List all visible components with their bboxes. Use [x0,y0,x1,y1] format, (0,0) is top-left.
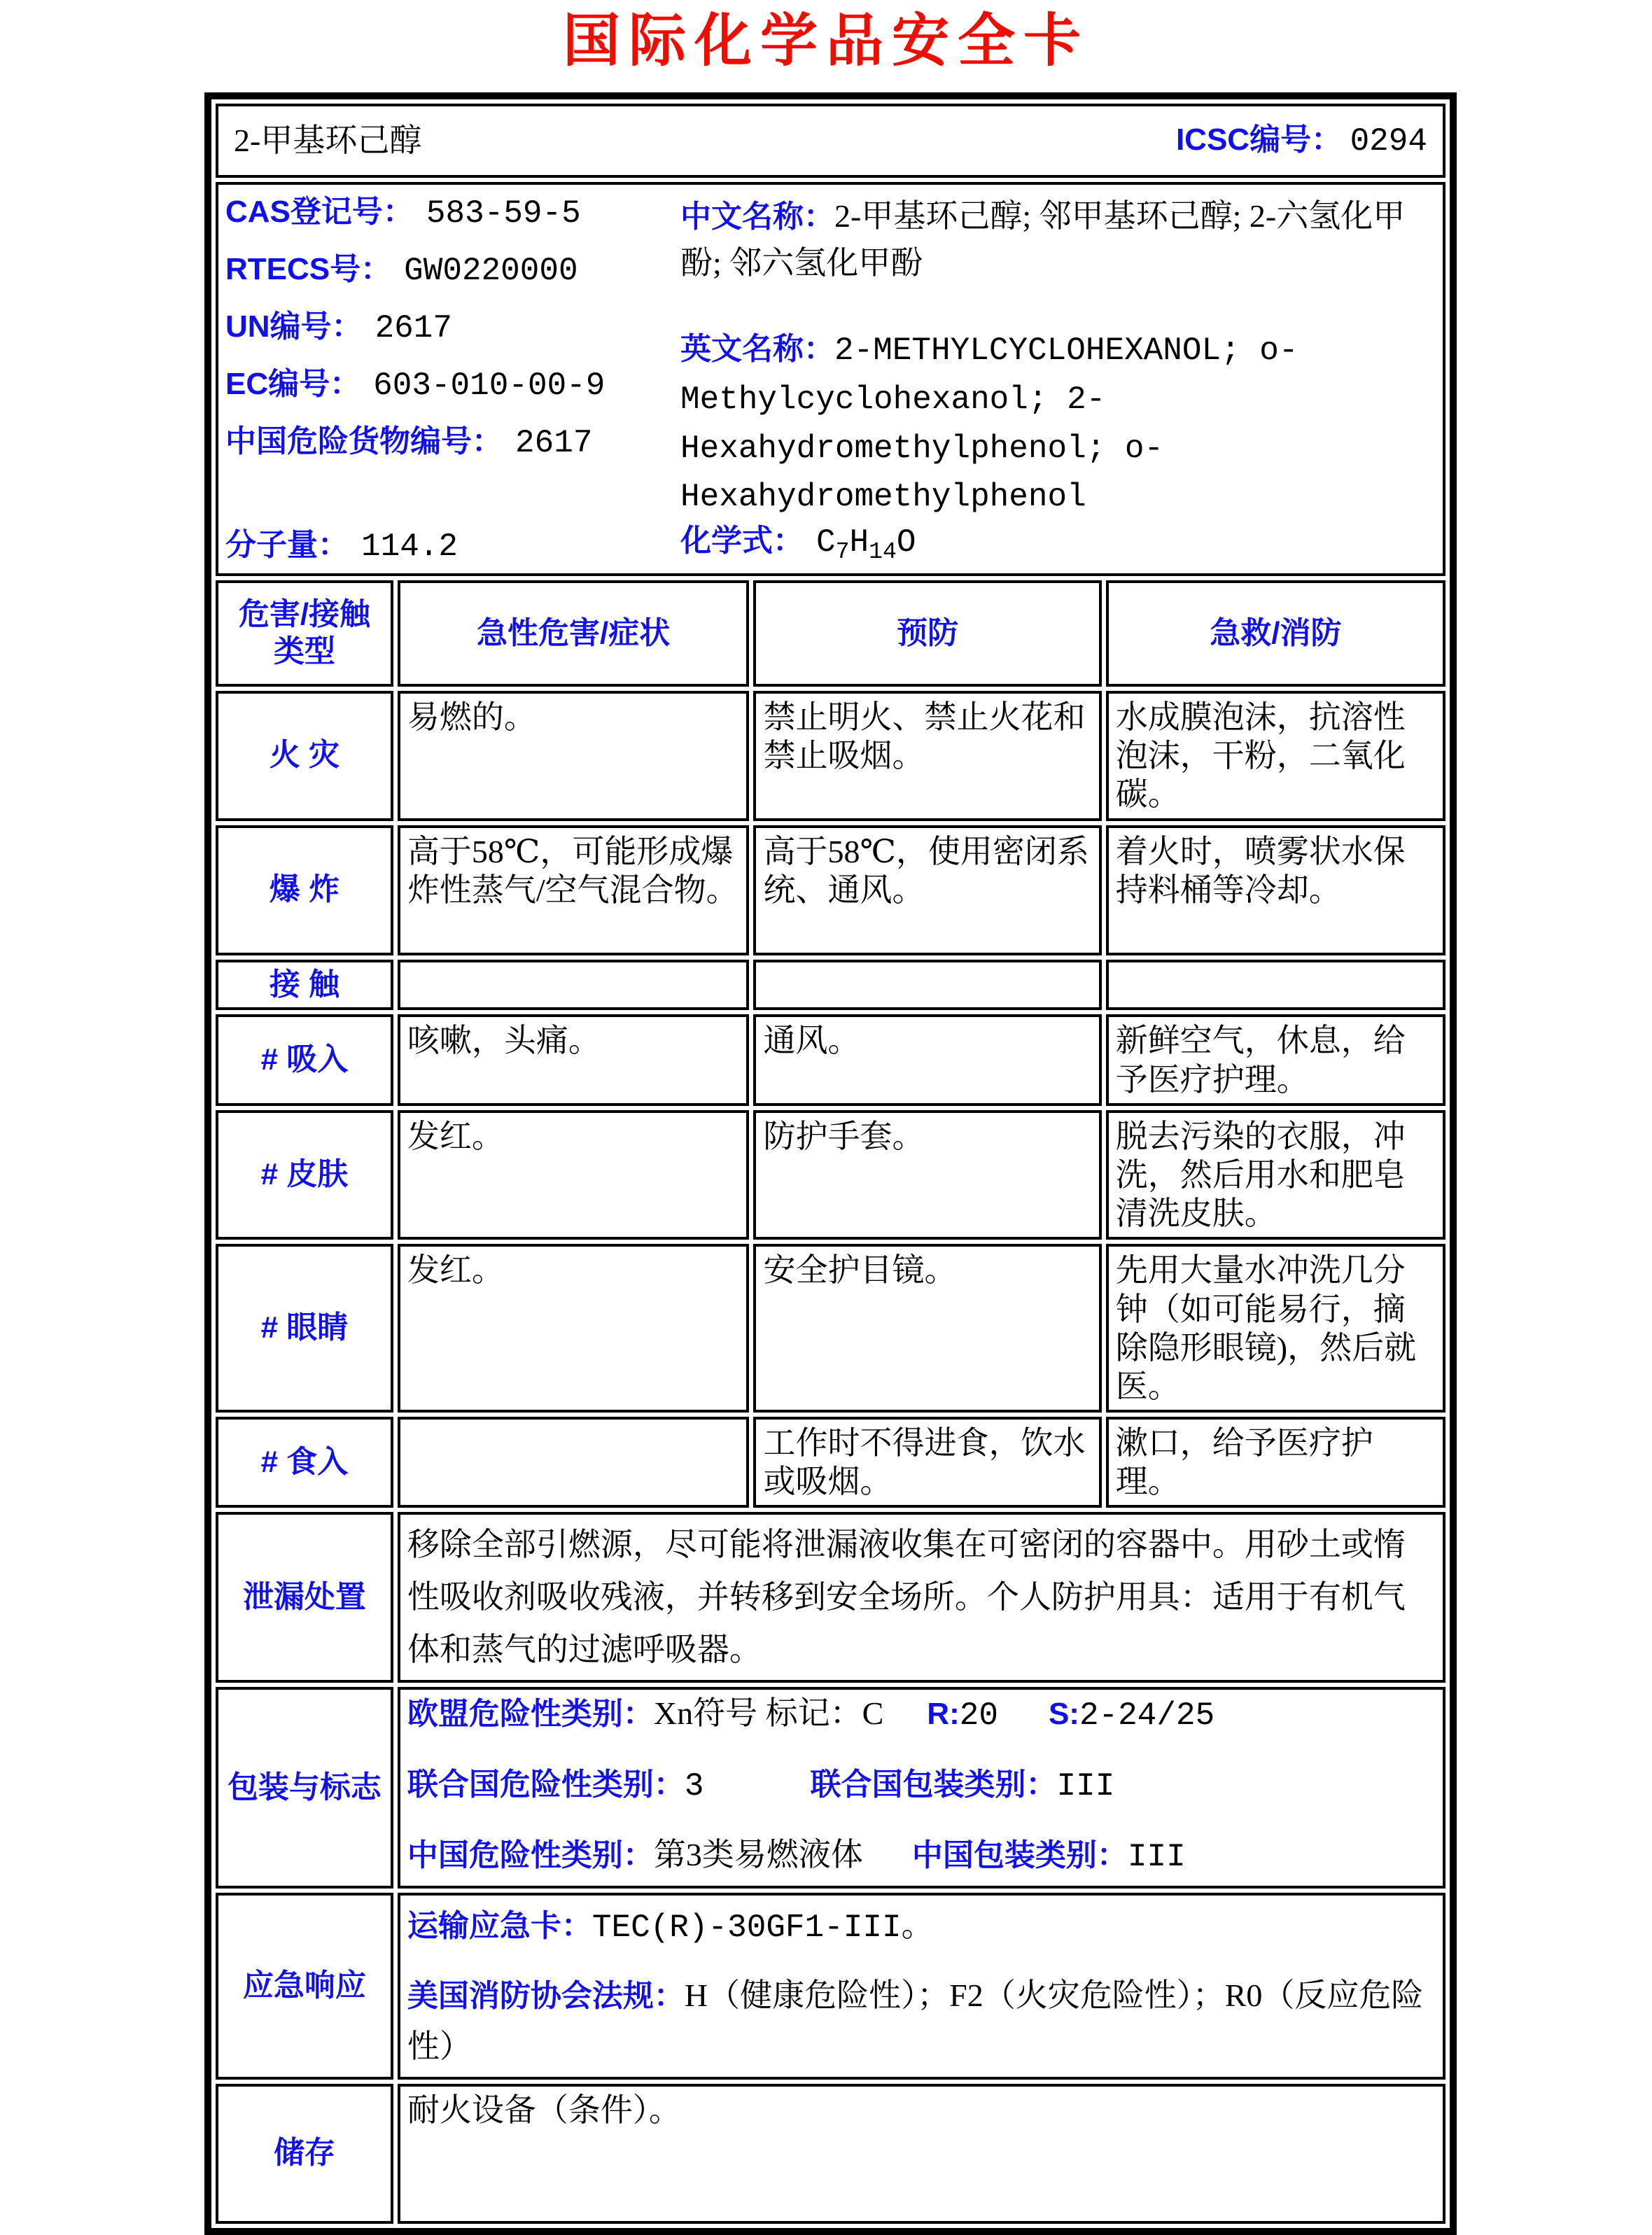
contact-firstaid [1106,960,1446,1011]
s-phrase-value: 2-24/25 [1079,1697,1215,1735]
eu-hazard-class-value: Xn符号 标记：C [653,1695,884,1732]
cn-class-line [407,1835,1436,1877]
row-eyes [216,1244,1446,1413]
emergency-response-label: 应急响应 [216,1893,393,2080]
row-skin [216,1110,1446,1240]
china-dg-label: 中国危险货物编号： [225,423,503,458]
explosion-prevention: 高于58℃，使用密闭系统、通风。 [753,825,1101,955]
header-firstaid-firefighting: 急救/消防 [1106,580,1446,687]
molecular-weight-label: 分子量： [225,527,349,562]
storage-label: 储存 [216,2084,393,2224]
ingestion-firstaid: 漱口，给予医疗护理。 [1106,1417,1446,1508]
storage-text-cell [398,2084,1446,2224]
fire-prevention: 禁止明火、禁止火花和禁止吸烟。 [753,691,1101,821]
transport-emergency-card-value: TEC(R)-30GF1-III。 [592,1910,934,1947]
ingestion-symptom [398,1417,750,1508]
rtecs-label: RTECS号： [225,251,392,286]
formula-h: H [849,524,869,561]
formula-c-sub: 7 [835,538,850,566]
molecular-weight-value: 114.2 [361,528,458,565]
china-dg-value: 2617 [515,424,593,461]
spill-disposal-text: 移除全部引燃源，尽可能将泄漏液收集在可密闭的容器中。用砂土或惰性吸收剂吸收残液，并转移到安全场所。个人防护用具：适用于有机气体和蒸气的过滤呼吸器。 [407,1527,1406,1667]
packaging-label: 包装与标志 [216,1687,393,1889]
chemical-name: 2-甲基环己醇 [234,122,422,159]
transport-emergency-card-label: 运输应急卡： [407,1909,592,1944]
eu-hazard-class-line [407,1694,1436,1735]
nfpa-code-label: 美国消防协会法规： [407,1978,685,2013]
contact-label: 接 触 [216,960,393,1011]
un-class-line [407,1765,1436,1806]
un-label: UN编号： [225,309,363,344]
molecular-weight-line [225,525,680,566]
chinese-name-label: 中文名称： [680,199,834,234]
explosion-symptom: 高于58℃，可能形成爆炸性蒸气/空气混合物。 [398,825,750,955]
chemical-formula-line [680,521,1436,566]
info-flex [225,189,1436,569]
header-acute-symptoms: 急性危害/症状 [398,580,750,687]
cn-hazard-class-label: 中国危险性类别： [407,1838,654,1873]
english-names-line [680,325,1436,521]
rtecs-number-line [225,251,680,290]
fire-label: 火 灾 [216,691,393,821]
card-header-cell [216,104,1446,178]
cn-hazard-class-value: 第3类易燃液体 [653,1837,863,1873]
un-hazard-class-value: 3 [684,1768,704,1805]
page-title: 国际化学品安全卡 [562,9,1089,73]
row-inhalation [216,1014,1446,1105]
inhalation-symptom: 咳嗽，头痛。 [398,1014,750,1105]
header-prevention: 预防 [753,580,1101,687]
skin-firstaid: 脱去污染的衣服，冲洗，然后用水和肥皂清洗皮肤。 [1106,1110,1446,1240]
card-header-flex [225,120,1436,161]
un-number-line [225,308,680,347]
icsc-label: ICSC编号： [1175,122,1343,157]
row-ingestion [216,1417,1446,1508]
fire-firstaid: 水成膜泡沫，抗溶性泡沫，干粉，二氧化碳。 [1106,691,1446,821]
un-packing-group-value: III [1056,1768,1115,1805]
s-phrase-label: S: [1048,1697,1079,1732]
skin-symptom: 发红。 [398,1110,750,1240]
r-phrase-label: R: [927,1697,960,1732]
row-explosion [216,825,1446,955]
cn-packing-group-label: 中国包装类别： [911,1838,1128,1873]
nfpa-code-value: H（健康危险性）；F2（火灾危险性）；R0（反应危险性） [407,1977,1424,2065]
fire-symptom: 易燃的。 [398,691,750,821]
identifiers-block [225,189,680,569]
r-phrase-value: 20 [959,1697,998,1735]
info-cell [216,182,1446,576]
contact-prevention [753,960,1101,1011]
eyes-label: # 眼睛 [216,1244,393,1413]
ingestion-prevention: 工作时不得进食，饮水或吸烟。 [753,1417,1101,1508]
ec-value: 603-010-00-9 [373,367,606,404]
header-hazard-type-line2: 类型 [273,634,335,669]
eyes-firstaid: 先用大量水冲洗几分钟（如可能易行，摘除隐形眼镜)，然后就医。 [1106,1244,1446,1413]
icsc-number [1176,120,1427,161]
emergency-response-cell [398,1893,1446,2080]
packaging-content-cell [398,1687,1446,1889]
nfpa-code-line [407,1970,1436,2073]
row-contact [216,960,1446,1011]
un-hazard-class-label: 联合国危险性类别： [407,1767,685,1802]
row-storage [216,2084,1446,2224]
english-name-label: 英文名称： [680,332,834,367]
chemical-formula-label: 化学式： [680,524,804,559]
eyes-prevention: 安全护目镜。 [753,1244,1101,1413]
inhalation-firstaid: 新鲜空气，休息，给予医疗护理。 [1106,1014,1446,1105]
english-name-value: 2-METHYLCYCLOHEXANOL; o-Methylcyclohexanol; 2-Hexahydromethylphenol; o-Hexahydromethylphenol [680,332,1298,516]
rtecs-value: GW0220000 [404,252,578,289]
formula-c: C [816,524,836,561]
icsc-value: 0294 [1350,123,1427,160]
inhalation-label: # 吸入 [216,1014,393,1105]
skin-prevention: 防护手套。 [753,1110,1101,1240]
cas-number-line [225,193,680,232]
header-hazard-type-line1: 危害/接触 [238,597,371,632]
hazard-header-row [216,580,1446,687]
ingestion-label: # 食入 [216,1417,393,1508]
un-packing-group-label: 联合国包装类别： [810,1767,1057,1802]
chinese-name-value: 2-甲基环己醇; 邻甲基环己醇; 2-六氢化甲酚; 邻六氢化甲酚 [680,198,1406,281]
explosion-firstaid: 着火时，喷雾状水保持料桶等冷却。 [1106,825,1446,955]
storage-text: 耐火设备（条件）。 [407,2092,681,2128]
cas-label: CAS登记号： [225,195,414,229]
formula-o: O [896,524,916,561]
formula-h-sub: 14 [869,538,897,566]
cn-packing-group-value: III [1127,1839,1186,1876]
row-emergency-response [216,1893,1446,2080]
china-dg-number-line [225,423,680,462]
spill-disposal-text-cell [398,1512,1446,1683]
row-fire [216,691,1446,821]
spill-disposal-label: 泄漏处置 [216,1512,393,1683]
contact-symptom [398,960,750,1011]
header-hazard-type [216,580,393,687]
skin-label: # 皮肤 [216,1110,393,1240]
info-row [216,182,1446,576]
ec-number-line [225,365,680,405]
inhalation-prevention: 通风。 [753,1014,1101,1105]
row-packaging-labelling [216,1687,1446,1889]
chinese-names-line [680,193,1436,286]
eyes-symptom: 发红。 [398,1244,750,1413]
transport-emergency-card-line [407,1900,1436,1954]
card-header-row [216,104,1446,178]
cas-value: 583-59-5 [426,195,581,232]
ec-label: EC编号： [225,366,361,401]
names-block [680,189,1436,569]
explosion-label: 爆 炸 [216,825,393,955]
eu-hazard-class-label: 欧盟危险性类别： [407,1697,654,1732]
un-value: 2617 [374,309,452,346]
icsc-card-table [204,92,1457,2235]
row-spill-disposal [216,1512,1446,1683]
chemical-formula [816,524,916,566]
